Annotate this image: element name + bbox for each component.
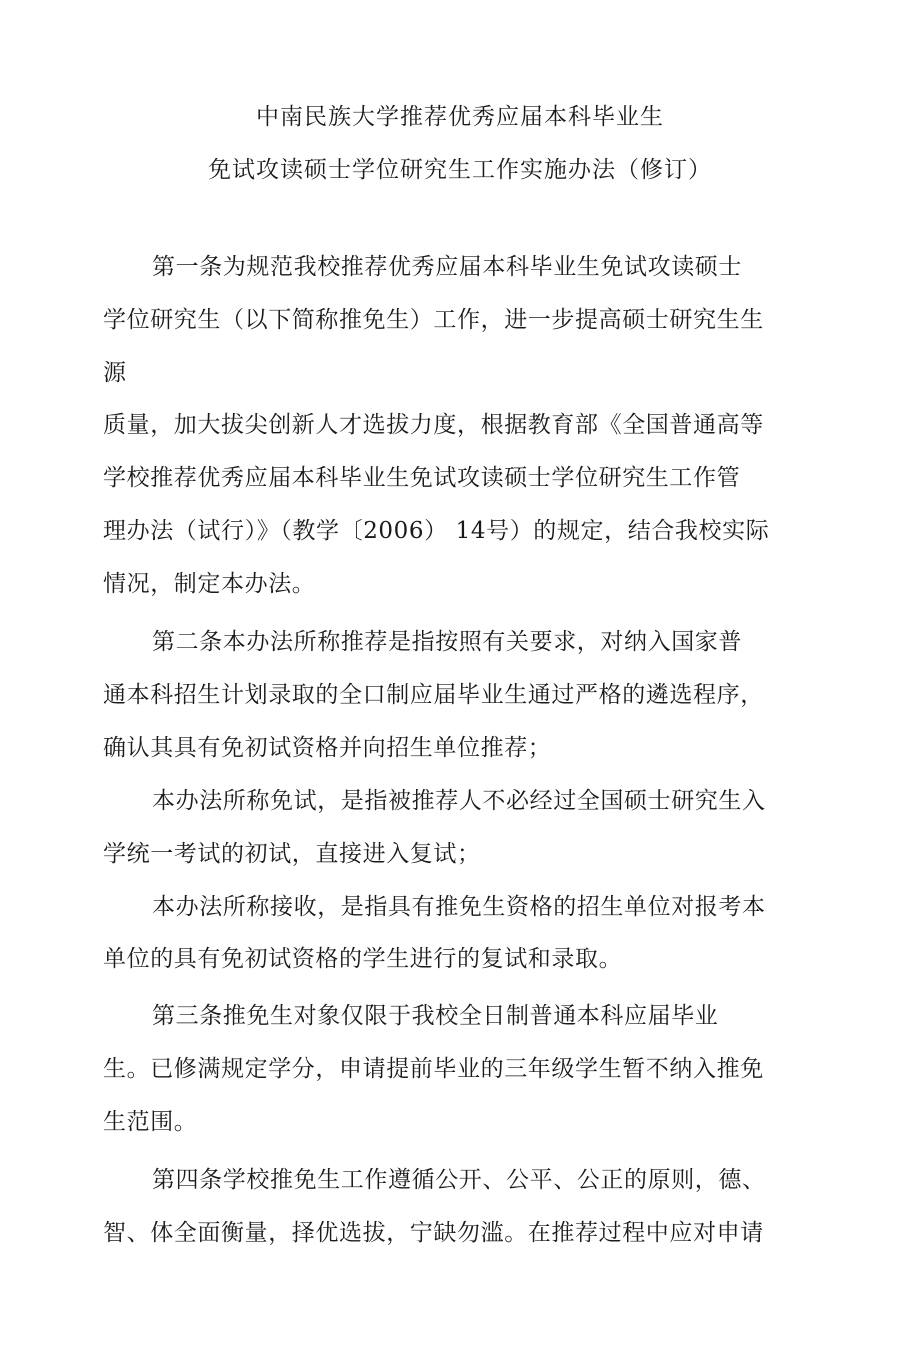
text-line: 单位的具有免初试资格的学生进行的复试和录取。 [103, 946, 623, 972]
document-title-line-1: 中南民族大学推荐优秀应届本科毕业生 [256, 104, 664, 130]
text-line: 情况，制定本办法。 [103, 571, 316, 597]
text-line: 生范围。 [103, 1109, 198, 1135]
text-line: 通本科招生计划录取的全口制应届毕业生通过严格的遴选程序， [103, 682, 764, 708]
text-line: 学校推荐优秀应届本科毕业生免试攻读硕士学位研究生工作管 [103, 465, 741, 491]
text-line: 本办法所称接收，是指具有推免生资格的招生单位对报考本 [152, 894, 766, 920]
text-line: 生。已修满规定学分，申请提前毕业的三年级学生暂不纳入推免 [103, 1056, 764, 1082]
text-line: 本办法所称免试，是指被推荐人不必经过全国硕士研究生入 [152, 788, 766, 814]
text-line: 源 [103, 360, 127, 386]
text-line: 第一条为规范我校推荐优秀应届本科毕业生免试攻读硕士 [152, 254, 742, 280]
text-line: 理办法（试行）》（教学〔2006） 14号）的规定，结合我校实际 [103, 518, 770, 544]
text-line: 确认其具有免初试资格并向招生单位推荐； [103, 735, 552, 761]
text-line: 智、体全面衡量，择优选拔，宁缺勿滥。在推荐过程中应对申请 [103, 1220, 764, 1246]
text-line: 第二条本办法所称推荐是指按照有关要求，对纳入国家普 [152, 629, 742, 655]
text-line: 学统一考试的初试，直接进入复试； [103, 841, 481, 867]
text-line: 质量，加大拔尖创新人才选拔力度，根据教育部《全国普通高等 [103, 412, 764, 438]
text-line: 学位研究生（以下简称推免生）工作，进一步提高硕士研究生生 [103, 307, 764, 333]
text-line: 第三条推免生对象仅限于我校全日制普通本科应届毕业 [152, 1003, 719, 1029]
document-title-line-2: 免试攻读硕士学位研究生工作实施办法（修订） [208, 157, 712, 183]
text-line: 第四条学校推免生工作遵循公开、公平、公正的原则，德、 [152, 1167, 766, 1193]
